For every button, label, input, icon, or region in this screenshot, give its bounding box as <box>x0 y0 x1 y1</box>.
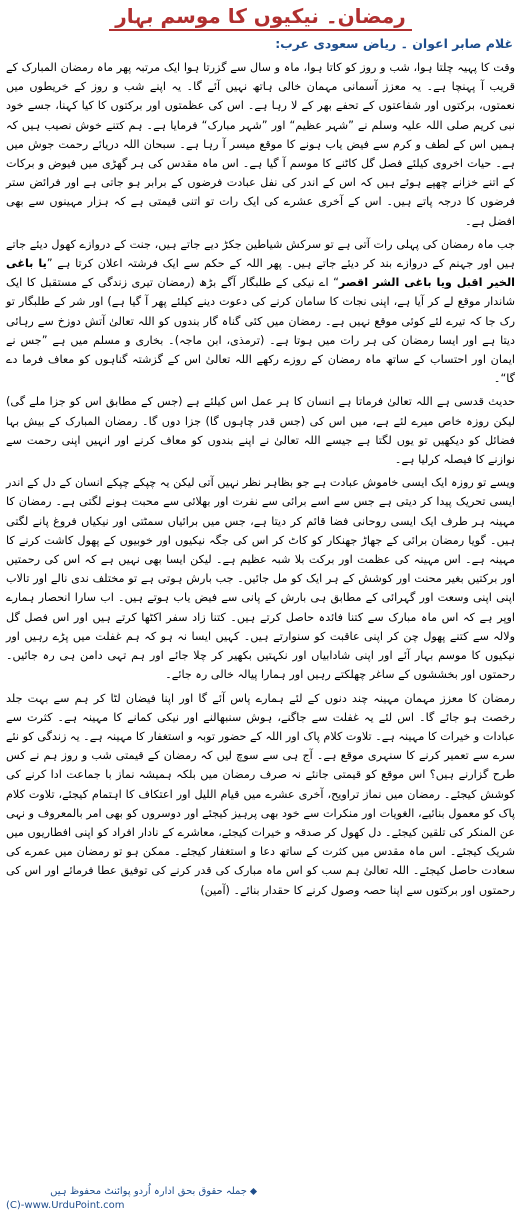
highlighted-phrase: یا باغی الخیر اقبل ویا باغی الشر اقصر <box>6 257 515 290</box>
title-wrap <box>0 4 521 32</box>
bullet-icon <box>250 1188 257 1195</box>
article-body <box>6 58 515 904</box>
article-paragraph: جب ماہ رمضان کی پہلی رات آتی ہے تو سرکش شیاطین جکڑ دیے جاتے ہیں، جنت کے دروازے کھول دیئے جاتے ہیں اور جہنم کے دروازے بند کر دیئے جاتے ہیں۔ پھر اللہ کے حکم سے ایک فرشتہ اعلان کرتا ہے ”یا باغی الخیر اقبل ویا باغی الشر اقصر“ اے نیکی کے طلبگار آگے بڑھ (رمضان تیری زندگی کے مستقبل کا ایک شاندار موقع لے کر آیا ہے، اپنی نجات کا سامان کرنے کی دعوت دینے کیلئے پھر آ گیا ہے) اور شر کے طلبگار تو رک جا کہ تیرے لئے کوئی موقع نہیں ہے۔ رمضان میں کئی گناہ گار بندوں کو اللہ تعالیٰ آتش دوزخ سے رہائی دیتا ہے اور ایسا رمضان کی ہر رات میں ہوتا ہے۔ (ترمذی، ابن ماجہ)۔ بخاری و مسلم میں ہے ”جس نے ایمان اور احتساب کے ساتھ ماہ رمضان کے روزے رکھے اللہ تعالیٰ اس کے گزشتہ گناہوں کو معاف فرما دے گا“۔ <box>6 237 515 386</box>
footer <box>6 1185 256 1212</box>
site-url[interactable]: (C)-www.UrduPoint.com <box>6 1200 125 1211</box>
author-byline: غلام صابر اعوان ۔ ریاض سعودی عرب: <box>275 36 513 51</box>
article-title: رمضان۔ نیکیوں کا موسم بہار <box>109 4 412 31</box>
article-paragraph: رمضان کا معزز مہمان مہینہ چند دنوں کے لئے ہمارے پاس آئے گا اور اپنا فیضان لٹا کر ہم سے بہت جلد رخصت ہو جائے گا۔ اس لئے یہ غفلت سے جاگنے، ہوش سنبھالنے اور نیکی کمانے کا مہینہ ہے۔ کثرت سے عبادات و خیرات کا مہینہ ہے۔ تلاوت کلام پاک اور اللہ کے حضور توبہ و استغفار کا مہینہ ہے۔ یہ زندگی کو نئے سرے سے تعمیر کرنے کا سنہری موقع ہے۔ آج ہی سے سوچ لیں کہ رمضان کے قیمتی شب و روز ہم نے کس طرح گزارنے ہیں؟ اس موقع کو قیمتی جانئے نہ صرف رمضان میں بلکہ ہمیشہ نماز با جماعت ادا کرنے کی کوشش کیجئے۔ رمضان میں نماز تراویح، آخری عشرے میں قیام اللیل اور اعتکاف کا اہتمام کیجئے، تلاوت کلام پاک کو معمول بنائیے، الغویات اور منکرات سے خود بھی پرہیز کیجئے اور دوسروں کو بھی امر بالمعروف و نہی عن المنکر کی تلقین کیجئے۔ دل کھول کر صدقہ و خیرات کیجئے، معاشرے کے نادار افراد کو اپنی افطاریوں میں شریک کیجئے۔ اس ماہ مقدس میں کثرت کے ساتھ دعا و استغفار کیجئے۔ ممکن ہو تو رمضان میں عمرے کی سعادت حاصل کیجئے۔ اللہ تعالیٰ ہم سب کو اس ماہ مبارک کی قدر کرنے کی توفیق عطا فرمائے اور اس کی رحمتوں اور برکتوں سے اپنا حصہ وصول کرنے کا حقدار بنائے۔ (آمین) <box>6 691 515 897</box>
article-paragraph: وقت کا پہیہ چلتا ہوا، شب و روز کو کاتا ہوا، ماہ و سال سے گزرتا ہوا ایک مرتبہ پھر ماہ رمضان المبارک کے قریب آ پہنچا ہے۔ یہ معزز آسمانی مہمان خالی ہاتھ نہیں آئے گا۔ یہ اپنے شب و روز کے خریطوں میں نعمتوں، برکتوں اور شفاعتوں کے تحفے بھر کے لا رہا ہے۔ اس کی عظمتوں اور برکتوں کا کیا کہنا، جسے خود نبی کریم صلی اللہ علیہ وسلم نے ”شہر عظیم“ اور ”شہر مبارک“ فرمایا ہے۔ ہم کتنے خوش نصیب ہیں کہ ہمیں اس کے لطف و کرم سے فیض یاب ہونے کا موقع میسر آ رہا ہے۔ سبحان اللہ دریائے رحمت جوش میں ہے۔ حیات اخروی کیلئے فصل گل کاٹنے کا موسم آ گیا ہے۔ اس ماہ مقدس کی ہر گھڑی میں فیوض و برکات کے اتنے خزانے چھپے ہوئے ہیں کہ اس کے اندر کی نفل عبادت فرضوں کے برابر ہو جاتی ہے اور فرائض ستر فرضوں کا درجہ پاتے ہیں۔ اس کے آخری عشرے کی ایک رات تو اتنی قیمتی ہے کہ ہزار مہینوں سے بھی افضل ہے۔ <box>6 61 515 228</box>
article-paragraph: حدیث قدسی ہے اللہ تعالیٰ فرماتا ہے انسان کا ہر عمل اس کیلئے ہے (جس کے مطابق اس کو جزا ملے گی) لیکن روزہ خاص میرے لئے ہے، میں اس کی (جس قدر چاہوں گا) جزا دوں گا۔ رمضان المبارک کے بیش بہا فضائل کو دیکھیں تو یوں لگتا ہے جیسے اللہ تعالیٰ نے اپنے بندوں کو معاف کرنے اور انہیں اپنی رحمت سے نوازنے کا فیصلہ کرلیا ہے۔ <box>6 395 515 467</box>
article-paragraph: ویسے تو روزہ ایک ایسی خاموش عبادت ہے جو بظاہر نظر نہیں آتی لیکن یہ چپکے چپکے انسان کے دل کے اندر ایسی تحریک پیدا کر دیتی ہے جس سے اسے برائی سے نفرت اور بھلائی سے محبت ہونے لگتی ہے۔ رمضان کا مہینہ ہر طرف ایک ایسی روحانی فضا قائم کر دیتا ہے، جس میں برائیاں سمٹتی اور نیکیاں فروغ پانے لگتی ہیں۔ گویا رمضان برائی کے جھاڑ جھنکار کو کاٹ کر اس کی جگہ نیکیوں اور خوبیوں کے پھول کاشت کرنے کا مہینہ ہے۔ اس مہینہ کی عظمت اور برکت بلا شبہ عظیم ہے۔ لیکن ایسا بھی نہیں ہے کہ اس کی رحمتیں اور برکتیں بغیر محنت اور کوشش کے ہر ایک کو مل جائیں۔ جب بارش ہوتی ہے تو مختلف ندی نالے اور تالاب اپنی اپنی وسعت اور گہرائی کے مطابق ہی بارش کے پانی سے فیض یاب ہوتے ہیں۔ اب سارا انحصار ہمارے اوپر ہے کہ اس ماہ مبارک سے کتنا فائدہ حاصل کرتے ہیں۔ کتنا زاد سفر اکٹھا کرتے ہیں اور اس فصل گل ولالہ سے کتنے پھول چن کر اپنی عاقبت کو سنوارتے ہیں۔ کہیں ایسا نہ ہو کہ ہم غفلت میں پڑے رہیں اور نیکیوں کا موسم بہار آئے اور اپنی شادابیاں اور نکہتیں بکھیر کر چلا جائے اور ہم تہی دامن ہی رہ جائیں۔ رحمتوں اور بخششوں کے ساغر چھلکتے رہیں اور ہمارا پیالہ خالی رہ جائے۔ <box>6 476 515 682</box>
copyright-text: جملہ حقوق بحق ادارہ اُردو پوائنٹ محفوظ ہیں <box>50 1186 247 1197</box>
copyright-notice <box>6 1185 256 1198</box>
